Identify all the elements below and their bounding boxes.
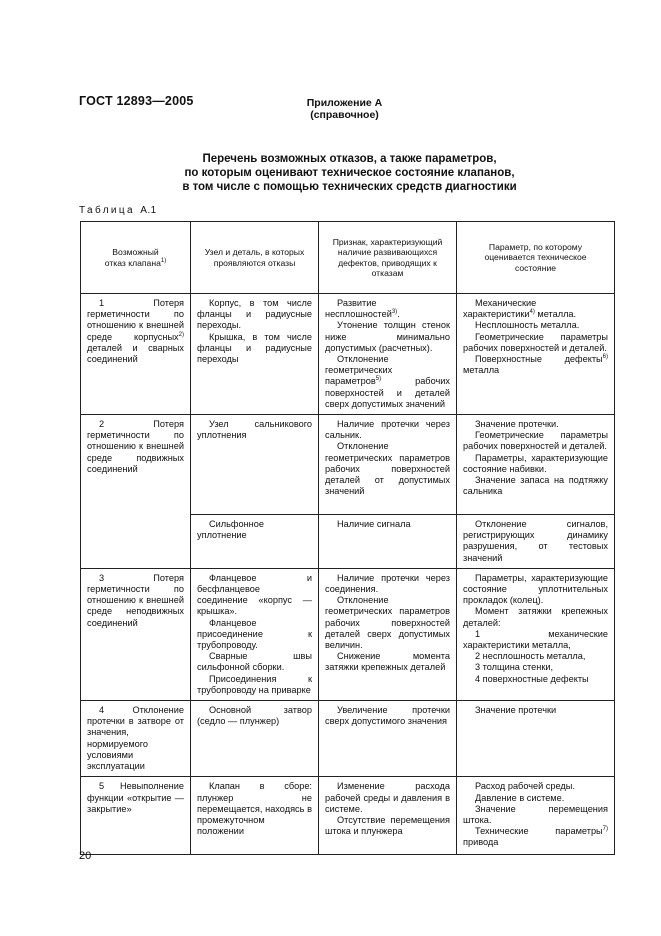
title-line: по которым оценивают техническое состояние клапанов,	[184, 167, 515, 179]
annex-title: Приложение А	[306, 97, 383, 109]
sign-cell: Наличие протечки через соединения. Отклонение геометрических параметров рабочих поверхностей деталей сверх допустимых величин. Снижение момента затяжки крепежных деталей	[325, 572, 450, 673]
sign-cell: Наличие протечки через сальник. Отклонение геометрических параметров рабочих поверхностей деталей от допустимых значений	[325, 419, 450, 497]
header-unit: Узел и деталь, в которых проявляются отказы	[191, 222, 319, 294]
sign-cell: Наличие сигнала	[337, 519, 411, 530]
failures-table	[80, 221, 615, 855]
header-failure: Возможный отказ клапана$^{1)}$	[81, 222, 191, 294]
failure-cell: 2 Потеря герметичности по отношению к внешней среде подвижных соединений	[87, 419, 184, 474]
sign-cell: Изменение расхода рабочей среды и давления в системе. Отсутствие перемещения штока и плунжера	[325, 781, 450, 837]
unit-cell: Корпус, в том числе фланцы и радиусные переходы. Крышка, в том числе фланцы и радиусные переходы	[197, 298, 312, 365]
annex-heading	[0, 97, 661, 121]
parameter-cell: Значение протечки. Геометрические параметры рабочих поверхностей и деталей. Параметры, характеризующие состояние набивки. Значение запаса на подтяжку сальника	[463, 419, 608, 497]
parameter-cell: Значение протечки	[475, 705, 557, 716]
table-row	[81, 777, 615, 855]
header-sign: Признак, характеризующий наличие развивающихся дефектов, приводящих к отказам	[319, 222, 457, 294]
standard-designation: ГОСТ 12893—2005	[79, 94, 194, 108]
table-caption-number: А.1	[140, 205, 157, 216]
document-title	[0, 152, 661, 194]
unit-cell: Клапан в сборе: плунжер не перемещается, находясь в промежуточном положении	[197, 781, 312, 837]
annex-note: (справочное)	[310, 109, 379, 121]
failure-cell: 5 Невыполнение функции «открытие — закрытие»	[87, 781, 184, 814]
failure-cell: 1 Потеря герметичности по отношению к внешней среде корпусных$^{2)}$ деталей и сварных соединений	[87, 298, 184, 365]
table-caption	[79, 205, 157, 216]
sign-cell: Увеличение протечки сверх допустимого значения	[325, 705, 450, 727]
table-row	[81, 701, 615, 777]
unit-cell: Узел сальникового уплотнения	[197, 419, 312, 441]
header-parameter: Параметр, по которому оценивается техническое состояние	[457, 222, 615, 294]
table-header-row	[81, 222, 615, 294]
parameter-cell: Расход рабочей среды. Давление в системе. Значение перемещения штока. Технические параметры$^{7)}$ привода	[463, 781, 608, 848]
table-row	[81, 294, 615, 415]
page-number: 20	[79, 850, 92, 862]
table-caption-word: Таблица	[79, 205, 136, 216]
parameter-cell: Параметры, характеризующие состояние уплотнительных прокладок (колец). Момент затяжки крепежных деталей: 1 механические характеристики металла, 2 несплошность металла, 3 толщина стенки, 4 поверхностные дефекты	[463, 572, 608, 684]
title-line: в том числе с помощью технических средств диагностики	[182, 181, 517, 193]
table-row	[81, 568, 615, 700]
failure-cell: 3 Потеря герметичности по отношению к внешней среде неподвижных соединений	[87, 572, 184, 628]
title-line: Перечень возможных отказов, а также параметров,	[202, 153, 497, 165]
unit-cell: Фланцевое и бесфланцевое соединение «корпус — крышка». Фланцевое присоединение к трубопроводу. Сварные швы сильфонной сборки. Присоединения к трубопроводу на приварке	[197, 572, 312, 695]
sign-cell: Развитие несплошностей$^{3)}$. Утонение толщин стенок ниже минимально допустимых (расчетных). Отклонение геометрических параметров$^{5)}$ рабочих поверхностей и деталей сверх допустимых значений	[325, 298, 450, 409]
unit-cell: Основной затвор (седло — плунжер)	[197, 705, 312, 727]
parameter-cell: Механические характеристики$^{4)}$ металла. Несплошность металла. Геометрические параметры рабочих поверхностей и деталей. Поверхностные дефекты$^{6)}$ металла	[463, 298, 608, 376]
failure-cell: 4 Отклонение протечки в затворе от значения, нормируемого условиями эксплуатации	[87, 705, 184, 772]
table-row	[81, 415, 615, 515]
parameter-cell: Отклонение сигналов, регистрирующих динамику разрушения, от тестовых значений	[463, 519, 608, 563]
unit-cell: Сильфонное уплотнение	[197, 519, 264, 541]
